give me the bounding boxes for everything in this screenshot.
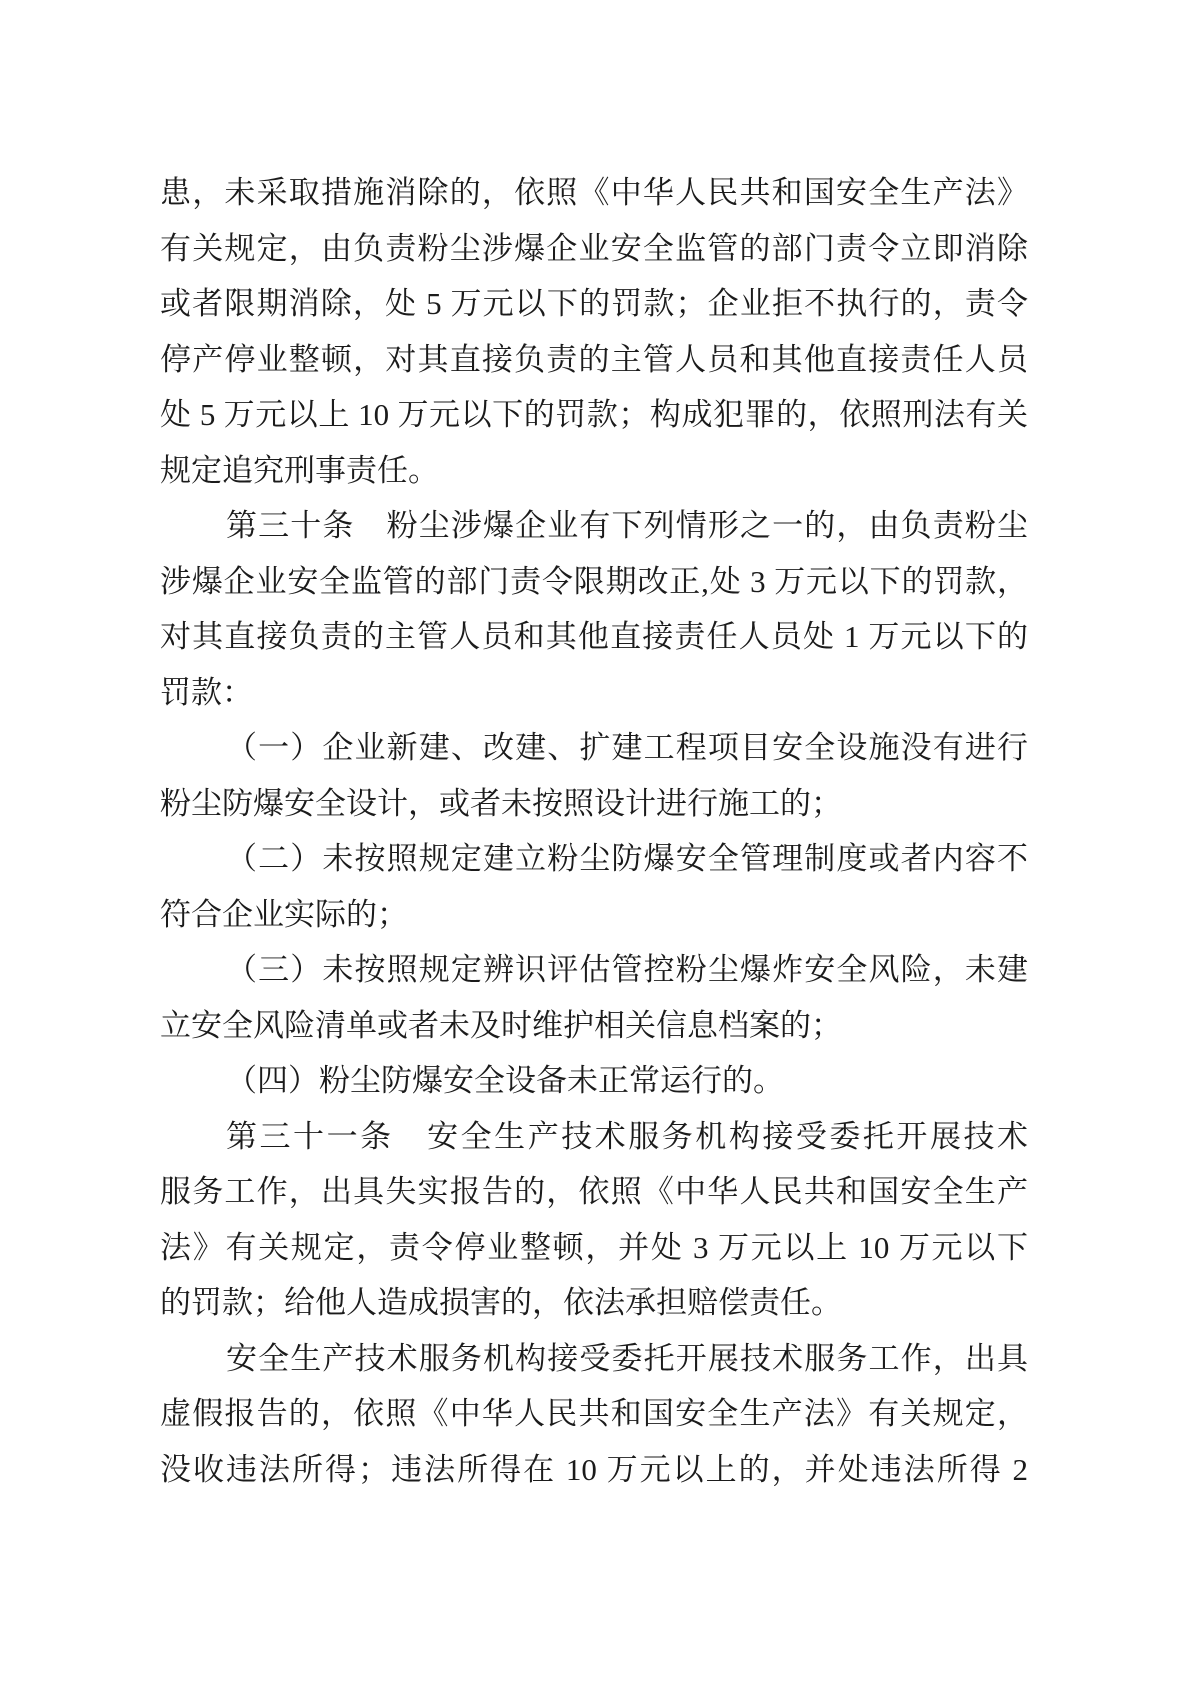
text-line: 患，未采取措施消除的，依照《中华人民共和国安全生产法》 [160,175,1028,210]
text-line: 涉爆企业安全监管的部门责令限期改正,处 3 万元以下的罚款， [160,563,1028,599]
text-line: 罚款： [160,674,253,710]
paragraph-article-30-item-3 [160,942,1028,1053]
text-line: 第三十一条 安全生产技术服务机构接受委托开展技术 [226,1118,1028,1154]
paragraph-article-30-item-4 [160,1053,1028,1109]
text-line: （二）未按照规定建立粉尘防爆安全管理制度或者内容不 [226,841,1028,876]
text-line: 停产停业整顿，对其直接负责的主管人员和其他直接责任人员 [160,341,1028,377]
paragraph-article-30-item-2 [160,831,1028,942]
text-line: 对其直接负责的主管人员和其他直接责任人员处 1 万元以下的 [160,619,1028,654]
text-line: 处 5 万元以上 10 万元以下的罚款；构成犯罪的，依照刑法有关 [160,397,1028,432]
paragraph-article-30-item-1 [160,720,1028,831]
document-body [160,165,1028,1497]
text-line: 服务工作，出具失实报告的，依照《中华人民共和国安全生产 [160,1174,1028,1209]
text-line: （四）粉尘防爆安全设备未正常运行的。 [226,1063,784,1098]
text-line: 虚假报告的，依照《中华人民共和国安全生产法》有关规定， [160,1396,1028,1431]
text-line: 法》有关规定，责令停业整顿，并处 3 万元以上 10 万元以下 [160,1229,1028,1265]
text-line: （一）企业新建、改建、扩建工程项目安全设施没有进行 [226,730,1028,765]
text-line: 的罚款；给他人造成损害的，依法承担赔偿责任。 [160,1285,842,1320]
paragraph-continuation [160,165,1028,498]
text-line: 规定追究刑事责任。 [160,452,439,488]
text-line: 立安全风险清单或者未及时维护相关信息档案的； [160,1007,842,1043]
paragraph-article-30 [160,498,1028,720]
text-line: 安全生产技术服务机构接受委托开展技术服务工作，出具 [226,1340,1028,1376]
text-line: （三）未按照规定辨识评估管控粉尘爆炸安全风险，未建 [226,952,1028,987]
text-line: 或者限期消除，处 5 万元以下的罚款；企业拒不执行的，责令 [160,286,1028,321]
text-line: 有关规定，由负责粉尘涉爆企业安全监管的部门责令立即消除 [160,230,1028,266]
paragraph-article-31-2 [160,1331,1028,1498]
text-line: 没收违法所得；违法所得在 10 万元以上的，并处违法所得 2 [160,1451,1028,1487]
text-line: 第三十条 粉尘涉爆企业有下列情形之一的，由负责粉尘 [226,508,1028,543]
text-line: 符合企业实际的； [160,896,408,932]
paragraph-article-31 [160,1109,1028,1331]
text-line: 粉尘防爆安全设计，或者未按照设计进行施工的； [160,785,842,821]
